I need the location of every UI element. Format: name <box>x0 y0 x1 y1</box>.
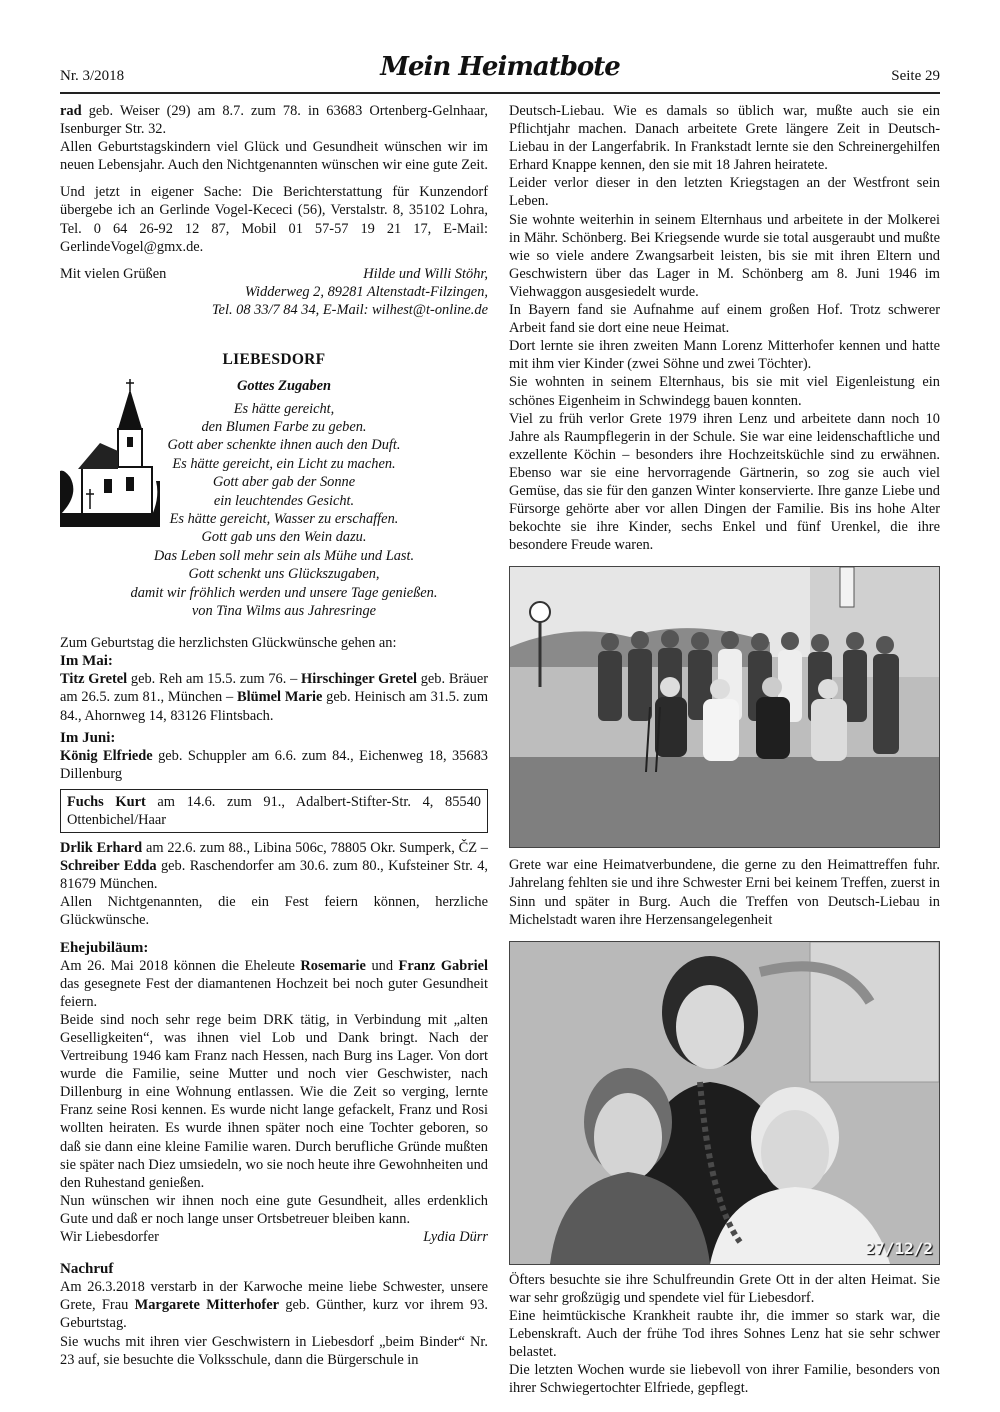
poem-line: Das Leben soll mehr sein als Mühe und Last. <box>153 547 415 564</box>
poem-line: ein leuchtendes Gesicht. <box>213 492 355 509</box>
photo-date-stamp: 27/12/2 <box>865 1238 933 1258</box>
poem-line: den Blumen Farbe zu geben. <box>201 418 367 435</box>
birthday-name: Drlik Erhard <box>60 840 143 857</box>
obituary-last-weeks: Die letzten Wochen wurde sie liebevoll von ihrer Familie, besonders von ihrer Schwiegertochter Elfriede, gepflegt. <box>509 1362 940 1397</box>
church-illustration <box>60 377 160 527</box>
photo-caption-group: Grete war eine Heimatverbundene, die gerne zu den Heimattreffen fuhr. Jahrelang fehlten sie und ihre Schwester Erni bei keinem Treffen, zuerst in Sinn und später in Burg. Auch die Treffen von Deutsch-Liebau in Michelstadt waren ihre Herzensangelegenheit <box>509 857 940 928</box>
birthday-text: geb. Bräuer am 26.5. zum 81., München – <box>60 671 488 706</box>
obituary-text: geb. Günther, kurz vor ihrem 93. Geburtstag. <box>60 1297 488 1332</box>
poem-block <box>60 377 488 625</box>
obituary-continued: Deutsch-Liebau. Wie es damals so üblich war, mußte auch sie ein Pflichtjahr machen. Danach arbeitete Grete längere Zeit in Deutsch-Liebau in der Langerfabrik. In Frankstadt lernte sie den Schreinergehilfen Erhard Knappe kennen, den sie mit 18 Jahren heiratete. <box>509 103 940 174</box>
text-rad: geb. Weiser (29) am 8.7. zum 78. in 63683 Ortenberg-Gelnhaar, Isenburger Str. 32. <box>60 103 488 138</box>
page-header <box>60 50 940 90</box>
obituary-war: Leider verlor dieser in den letzten Kriegstagen an der Westfront sein Leben. <box>509 175 940 210</box>
obituary-later-life: Viel zu früh verlor Grete 1979 ihren Lenz und arbeitete dann noch 10 Jahre als Raumpflegerin in der Schule. Sie war eine leidenschaftliche und exzellente Köchin – besonders ihre Hochzeitsküchle sind zu erwähnen. Ebenso war sie eine hervorragende Gärtnerin, so zog sie auch viel Gemüse, das sie für den ganzen Winter konservierte. Ihre ganze Liebe und Fürsorge gehörte aber vor allen Dingen der Familie. Bis ins hohe Alter bekochte sie ihre Kinder, sechs Enkel und fünf Urenkel, die ihre besondere Freude waren. <box>509 410 940 554</box>
poem-line: Gott gab uns den Wein dazu. <box>201 529 367 546</box>
may-birthdays <box>60 670 488 724</box>
jubilee-text: und <box>365 957 399 974</box>
poem-line: Es hätte gereicht, Wasser zu erschaffen. <box>169 510 399 527</box>
birthday-text: geb. Schuppler am 6.6. zum 84., Eichenweg 18, 35683 Dillenburg <box>60 747 488 782</box>
paragraph-rad <box>60 102 488 138</box>
jubilee-name: Franz Gabriel <box>398 957 488 974</box>
paragraph-own-matter: Und jetzt in eigener Sache: Die Berichterstattung für Kunzendorf übergebe ich an Gerlinde Vogel-Kececi (56), Verstalstr. 8, 35102 Lohra, Tel. 0 64 26-92 12 87, Mobil 01 57-57 19 21 17, E-Mail: GerlindeVogel@gmx.de. <box>60 184 488 255</box>
june-birthdays-2 <box>60 839 488 893</box>
obituary-molkerei: Sie wohnte weiterhin in seinem Elternhaus und arbeitete in der Molkerei in Mähr. Schönberg. Bei Kriegsende wurde sie total ausgeraubt und mußte wie so viele andere Zwangsarbeit leisten, bis sie mit ihren Eltern und Geschwistern über das Lager in M. Schönberg am 8. Juni 1946 im Viehwaggon ausgesiedelt wurde. <box>509 211 940 300</box>
right-column <box>509 102 940 1397</box>
poem-line: Gott aber schenkte ihnen auch den Duft. <box>167 437 401 454</box>
birthday-name: Schreiber Edda <box>60 858 157 875</box>
jubilee-story: Beide sind noch sehr rege beim DRK tätig, in Verbindung mit „alten Geselligkeiten“, was ihnen viel Lob und Dank bringt. Nach der Vertreibung 1946 kam Franz nach Hessen, nach Burg ins Lager. Von dort wurde die Familie, seine Mutter und noch vier Geschwister, nach Dillenburg in eine Wohnung entlassen. Wie die Zeit so verging, lernte Franz seine Rosi kennen. Es wurde nicht lange gefackelt, Franz und Rosi wollten heiraten. Es wurde ihnen später noch eine Tochter geboren, so daß sie dann eine kleine Familie waren. Durch berufliche Gründe mußten sie später nach Diez umsiedeln, wo sie noch heute ihre Gewohnheiten und den Ruhestand genießen. <box>60 1011 488 1191</box>
poem-line: Es hätte gereicht, ein Licht zu machen. <box>172 455 396 472</box>
birthday-text: geb. Heinisch am 31.5. zum 84., Ahornweg 14, 83126 Flintsbach. <box>60 689 489 724</box>
obituary-name: Margarete Mitterhofer <box>134 1297 279 1314</box>
obituary-heading: Nachruf <box>60 1261 114 1278</box>
poem-source: von Tina Wilms aus Jahresringe <box>191 603 377 619</box>
obituary-second-husband: Dort lernte sie ihren zweiten Mann Lorenz Mitterhofer kennen und hatte mit ihm vier Kinder (zwei Söhne und zwei Töchter). <box>509 338 940 373</box>
birthday-text: geb. Raschendorfer am 30.6. zum 80., Kufsteiner Str. 4, 81679 München. <box>60 858 488 893</box>
birthday-name: Titz Gretel <box>60 671 128 688</box>
may-heading: Im Mai: <box>60 653 113 670</box>
greeting-address: Widderweg 2, 89281 Altenstadt-Filzingen, <box>244 283 488 300</box>
greeting-text: Mit vielen Grüßen <box>60 265 167 282</box>
june-birthday-1 <box>60 747 488 783</box>
birthday-text: am 22.6. zum 88., Libina 506c, 78805 Okr. Sumperk, ČZ – <box>142 840 488 857</box>
jubilee-wishes: Nun wünschen wir ihnen noch eine gute Gesundheit, alles erdenklich Gute und daß er noch lange unser Ortsbetreuer bleiben kann. <box>60 1192 488 1227</box>
jubilee-name: Rosemarie <box>300 957 366 974</box>
birthday-name: König Elfriede <box>60 747 153 764</box>
greeting-name: Hilde und Willi Stöhr, <box>363 265 488 282</box>
obituary-intro <box>60 1278 488 1332</box>
jubilee-heading: Ehejubiläum: <box>60 939 149 956</box>
poem-line: Gott aber gab der Sonne <box>212 474 356 491</box>
issue-number: Nr. 3/2018 <box>60 68 125 84</box>
boxed-birthday <box>60 789 488 833</box>
obituary-bayern: In Bayern fand sie Aufnahme auf einem großen Hof. Trotz schwerer Arbeit fand sie dort eine neue Heimat. <box>509 302 940 337</box>
greeting-line <box>60 265 488 283</box>
signature-left: Wir Liebesdorfer <box>60 1229 159 1246</box>
jubilee-intro <box>60 957 488 1011</box>
obituary-illness: Eine heimtückische Krankheit raubte ihr, die immer so stark war, die Lebenskraft. Auch der frühe Tod ihres Sohnes Lenz hat sie sehr schwer belastet. <box>509 1307 940 1361</box>
name-rad: rad <box>60 103 82 119</box>
birthday-name: Hirschinger Gretel <box>301 671 417 688</box>
portrait-photo <box>509 941 940 1265</box>
jubilee-signature <box>60 1228 488 1246</box>
birthday-name: Blümel Marie <box>237 689 323 706</box>
obituary-home: Sie wohnten in seinem Elternhaus, bis sie mit viel Eigenleistung ein schönes Eigenheim in Schwindegg bauen konnten. <box>509 374 940 409</box>
obituary-childhood: Sie wuchs mit ihren vier Geschwistern in Liebesdorf „beim Binder“ Nr. 23 auf, sie besuchte die Volksschule, dann die Bürgerschule in <box>60 1333 488 1368</box>
greeting-contact: Tel. 08 33/7 84 34, E-Mail: wilhest@t-online.de <box>211 301 488 318</box>
paragraph-wishes: Allen Geburtstagskindern viel Glück und Gesundheit wünschen wir im neuen Lebensjahr. Auch den Nichtgenannten wünschen wir eine gute Zeit. <box>60 139 488 174</box>
jubilee-text: Am 26. Mai 2018 können die Eheleute <box>60 957 301 974</box>
page-number: Seite 29 <box>891 68 940 84</box>
obituary-text: Am 26.3.2018 verstarb in der Karwoche meine liebe Schwester, unsere Grete, Frau <box>60 1279 488 1314</box>
others-wishes: Allen Nichtgenannten, die ein Fest feiern können, herzliche Glückwünsche. <box>60 894 488 929</box>
left-column <box>60 102 488 1369</box>
group-photo <box>509 566 940 848</box>
photo-caption-portrait: Öfters besuchte sie ihre Schulfreundin Grete Ott in der alten Heimat. Sie war sehr großzügig und spendete viel für Liebesdorf. <box>509 1271 940 1306</box>
birthday-intro: Zum Geburtstag die herzlichsten Glückwünsche gehen an: <box>60 635 397 652</box>
portrait-photo-image <box>510 942 939 1264</box>
poem-line: damit wir fröhlich werden und unsere Tage genießen. <box>130 584 438 601</box>
jubilee-text: das gesegnete Fest der diamantenen Hochzeit bei noch guter Gesundheit feiern. <box>60 975 488 1010</box>
masthead-logo: Mein Heimatbote <box>380 52 620 82</box>
birthday-name: Fuchs Kurt <box>67 793 146 810</box>
birthday-text: am 14.6. zum 91., Adalbert-Stifter-Str. 4, 85540 Ottenbichel/Haar <box>67 793 481 828</box>
birthday-text: geb. Reh am 15.5. zum 76. – <box>127 671 302 688</box>
section-title-liebesdorf: LIEBESDORF <box>222 351 326 369</box>
poem-line: Es hätte gereicht, <box>233 400 335 417</box>
poem-title: Gottes Zugaben <box>237 378 331 395</box>
header-rule <box>60 92 940 94</box>
june-heading: Im Juni: <box>60 729 116 746</box>
poem-line: Gott schenkt uns Glückszugaben, <box>188 566 380 583</box>
group-photo-image <box>510 567 939 847</box>
signature-author: Lydia Dürr <box>423 1229 488 1246</box>
